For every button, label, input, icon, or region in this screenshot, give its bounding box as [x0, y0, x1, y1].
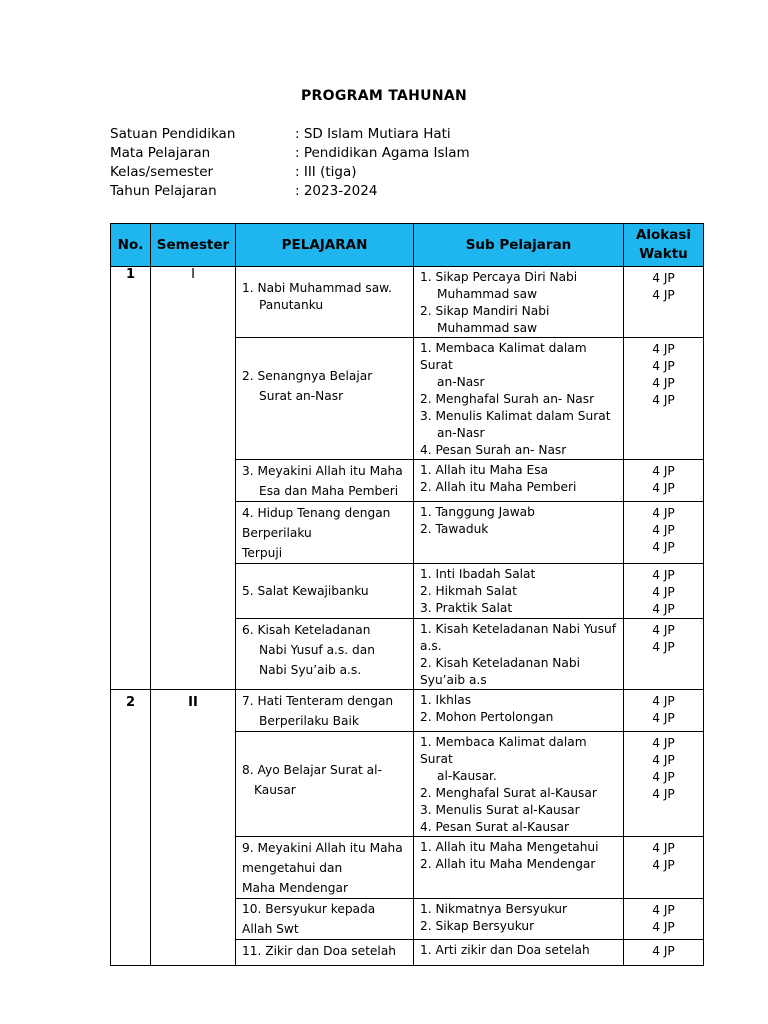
- pelajaran-line: 7. Hati Tenteram dengan: [242, 694, 394, 708]
- jp-value: 4 JP: [652, 753, 675, 767]
- jp-value: 4 JP: [652, 944, 675, 958]
- jp-value: 4 JP: [652, 770, 675, 784]
- meta-label: Mata Pelajaran: [110, 145, 211, 161]
- pelajaran-line: 9. Meyakini Allah itu Maha: [242, 841, 403, 855]
- sub-item: 1. Allah itu Maha Mengetahui: [420, 840, 599, 854]
- jp-value: 4 JP: [652, 623, 675, 637]
- pelajaran-cell: [236, 940, 414, 966]
- program-table: [110, 223, 704, 966]
- sub-pelajaran-cell: [414, 460, 624, 502]
- sub-pelajaran-cell: [414, 690, 624, 732]
- pelajaran-line: Nabi Syu’aib a.s.: [259, 663, 362, 677]
- header-no: No.: [111, 224, 151, 267]
- jp-value: 4 JP: [652, 787, 675, 801]
- jp-value: 4 JP: [652, 841, 675, 855]
- jp-value: 4 JP: [652, 481, 675, 495]
- pelajaran-cell: [236, 690, 414, 732]
- pelajaran-cell: [236, 837, 414, 899]
- meta-value: : SD Islam Mutiara Hati: [295, 126, 451, 142]
- sub-item: 2. Sikap Mandiri Nabi: [420, 304, 550, 318]
- sub-item: 1. Kisah Keteladanan Nabi Yusuf: [420, 622, 617, 636]
- pelajaran-line: 5. Salat Kewajibanku: [242, 584, 369, 598]
- alokasi-cell: [624, 837, 704, 899]
- pelajaran-line: 6. Kisah Keteladanan: [242, 623, 371, 637]
- jp-value: 4 JP: [652, 376, 675, 390]
- sub-item: 1. Sikap Percaya Diri Nabi: [420, 270, 578, 284]
- jp-value: 4 JP: [652, 694, 675, 708]
- sub-item: al-Kausar.: [437, 769, 497, 783]
- alokasi-cell: [624, 690, 704, 732]
- sub-item: 1. Arti zikir dan Doa setelah: [420, 943, 590, 957]
- jp-value: 4 JP: [652, 736, 675, 750]
- header-alokasi-line1: Alokasi: [635, 227, 692, 243]
- pelajaran-line: 4. Hidup Tenang dengan: [242, 506, 391, 520]
- sub-item: 1. Nikmatnya Bersyukur: [420, 902, 568, 916]
- sub-item: 4. Pesan Surah an- Nasr: [420, 443, 567, 457]
- sub-item: 3. Menulis Kalimat dalam Surat: [420, 409, 611, 423]
- pelajaran-line: mengetahui dan: [242, 861, 343, 875]
- pelajaran-cell: [236, 502, 414, 564]
- sub-item: 2. Mohon Pertolongan: [420, 710, 554, 724]
- row-number-cell: 1: [111, 267, 151, 690]
- pelajaran-cell: [236, 619, 414, 690]
- sub-item: 4. Pesan Surat al-Kausar: [420, 820, 569, 834]
- sub-pelajaran-cell: [414, 338, 624, 460]
- pelajaran-cell: [236, 564, 414, 619]
- sub-item: 2. Menghafal Surah an- Nasr: [420, 392, 595, 406]
- sub-item: 3. Menulis Surat al-Kausar: [420, 803, 580, 817]
- alokasi-cell: [624, 940, 704, 966]
- semester-cell: I: [151, 267, 236, 690]
- table-row: [111, 267, 704, 338]
- header-alokasi-waktu: [624, 224, 704, 267]
- pelajaran-cell: [236, 338, 414, 460]
- sub-item: 2. Kisah Keteladanan Nabi: [420, 656, 581, 670]
- sub-item: 2. Hikmah Salat: [420, 584, 517, 598]
- pelajaran-cell: [236, 267, 414, 338]
- meta-label: Satuan Pendidikan: [110, 126, 236, 142]
- alokasi-cell: [624, 267, 704, 338]
- pelajaran-line: Surat an-Nasr: [259, 389, 344, 403]
- sub-item: 1. Membaca Kalimat dalam Surat: [420, 735, 587, 766]
- sub-item: Muhammad saw: [437, 287, 538, 301]
- pelajaran-line: Berperilaku Baik: [259, 714, 359, 728]
- pelajaran-line: Panutanku: [259, 298, 324, 312]
- jp-value: 4 JP: [652, 920, 675, 934]
- row-number-cell: 2: [111, 690, 151, 966]
- semester-cell: II: [151, 690, 236, 966]
- header-sub-pelajaran: Sub Pelajaran: [414, 224, 624, 267]
- pelajaran-line: Maha Mendengar: [242, 881, 348, 895]
- pelajaran-line: Berperilaku: [242, 526, 312, 540]
- jp-value: 4 JP: [652, 288, 675, 302]
- sub-item: 2. Sikap Bersyukur: [420, 919, 535, 933]
- pelajaran-line: Terpuji: [242, 546, 283, 560]
- table-row: [111, 690, 704, 732]
- jp-value: 4 JP: [652, 464, 675, 478]
- pelajaran-cell: [236, 460, 414, 502]
- jp-value: 4 JP: [652, 342, 675, 356]
- pelajaran-line: 3. Meyakini Allah itu Maha: [242, 464, 403, 478]
- header-pelajaran: PELAJARAN: [236, 224, 414, 267]
- pelajaran-line: Kausar: [254, 783, 296, 797]
- meta-value: : 2023-2024: [295, 183, 378, 199]
- alokasi-cell: [624, 732, 704, 837]
- sub-item: Syu’aib a.s: [420, 673, 487, 687]
- meta-label: Tahun Pelajaran: [110, 183, 217, 199]
- alokasi-cell: [624, 564, 704, 619]
- sub-pelajaran-cell: [414, 564, 624, 619]
- sub-pelajaran-cell: [414, 940, 624, 966]
- alokasi-cell: [624, 899, 704, 940]
- jp-value: 4 JP: [652, 640, 675, 654]
- meta-value: : III (tiga): [295, 164, 357, 180]
- pelajaran-line: Allah Swt: [242, 922, 299, 936]
- sub-item: 2. Allah itu Maha Mendengar: [420, 857, 596, 871]
- sub-item: 1. Ikhlas: [420, 693, 472, 707]
- table-header-row: [111, 224, 704, 267]
- pelajaran-cell: [236, 899, 414, 940]
- sub-item: Muhammad saw: [437, 321, 538, 335]
- sub-item: 1. Tanggung Jawab: [420, 505, 535, 519]
- jp-value: 4 JP: [652, 711, 675, 725]
- sub-pelajaran-cell: [414, 837, 624, 899]
- pelajaran-line: 11. Zikir dan Doa setelah: [242, 944, 397, 958]
- alokasi-cell: [624, 502, 704, 564]
- sub-item: 1. Inti Ibadah Salat: [420, 567, 536, 581]
- sub-item: 2. Tawaduk: [420, 522, 489, 536]
- sub-item: 2. Allah itu Maha Pemberi: [420, 480, 577, 494]
- pelajaran-line: 2. Senangnya Belajar: [242, 369, 373, 383]
- meta-label: Kelas/semester: [110, 164, 214, 180]
- sub-pelajaran-cell: [414, 502, 624, 564]
- sub-pelajaran-cell: [414, 732, 624, 837]
- jp-value: 4 JP: [652, 393, 675, 407]
- header-semester: Semester: [151, 224, 236, 267]
- jp-value: 4 JP: [652, 602, 675, 616]
- pelajaran-line: 8. Ayo Belajar Surat al-: [242, 763, 382, 777]
- pelajaran-line: 1. Nabi Muhammad saw.: [242, 281, 392, 295]
- pelajaran-line: Nabi Yusuf a.s. dan: [259, 643, 375, 657]
- alokasi-cell: [624, 460, 704, 502]
- meta-value: : Pendidikan Agama Islam: [295, 145, 470, 161]
- pelajaran-line: 10. Bersyukur kepada: [242, 902, 376, 916]
- jp-value: 4 JP: [652, 359, 675, 373]
- alokasi-cell: [624, 338, 704, 460]
- jp-value: 4 JP: [652, 858, 675, 872]
- jp-value: 4 JP: [652, 585, 675, 599]
- sub-item: 3. Praktik Salat: [420, 601, 513, 615]
- sub-item: an-Nasr: [437, 426, 485, 440]
- sub-item: 2. Menghafal Surat al-Kausar: [420, 786, 597, 800]
- jp-value: 4 JP: [652, 523, 675, 537]
- sub-item: an-Nasr: [437, 375, 485, 389]
- sub-pelajaran-cell: [414, 267, 624, 338]
- jp-value: 4 JP: [652, 540, 675, 554]
- sub-pelajaran-cell: [414, 899, 624, 940]
- alokasi-cell: [624, 619, 704, 690]
- sub-item: a.s.: [420, 639, 442, 653]
- document-title: PROGRAM TAHUNAN: [300, 88, 467, 104]
- header-alokasi-line2: Waktu: [639, 246, 688, 262]
- sub-item: 1. Allah itu Maha Esa: [420, 463, 549, 477]
- jp-value: 4 JP: [652, 568, 675, 582]
- sub-pelajaran-cell: [414, 619, 624, 690]
- jp-value: 4 JP: [652, 506, 675, 520]
- jp-value: 4 JP: [652, 903, 675, 917]
- jp-value: 4 JP: [652, 271, 675, 285]
- sub-item: 1. Membaca Kalimat dalam Surat: [420, 341, 587, 372]
- pelajaran-cell: [236, 732, 414, 837]
- pelajaran-line: Esa dan Maha Pemberi: [259, 484, 399, 498]
